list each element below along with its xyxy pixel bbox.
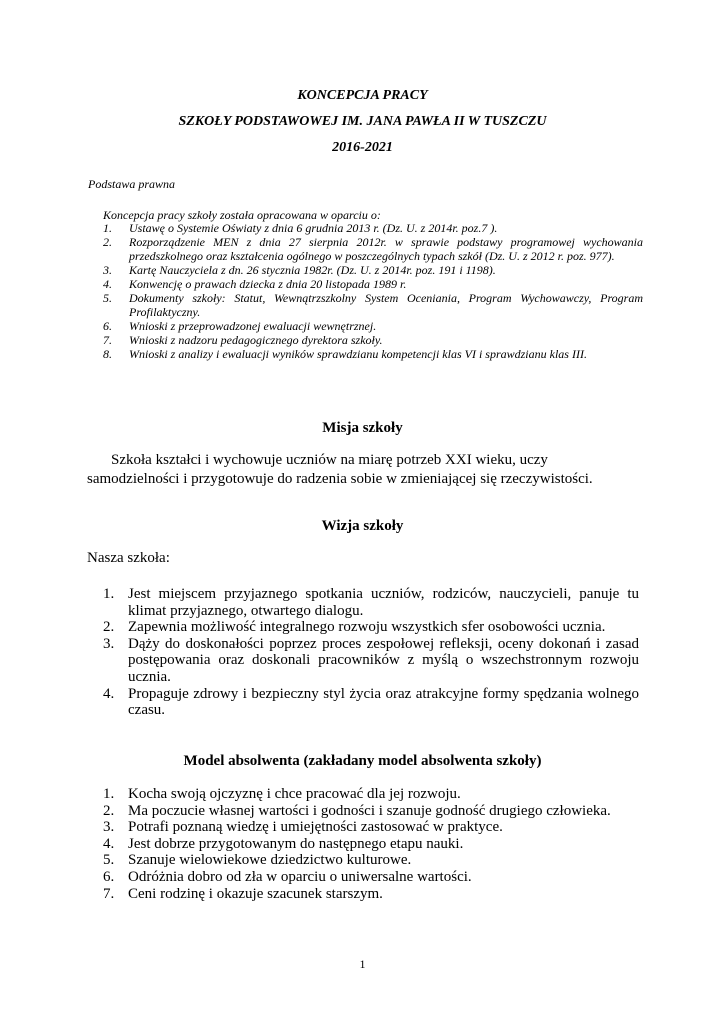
list-item [103, 636, 639, 686]
item-number: 6. [103, 319, 112, 333]
item-text: Dąży do doskonałości poprzez proces zespołowej refleksji, oceny dokonań i zasad postępowania oraz doskonali pracowników z myślą o wszechstronnym rozwoju ucznia. [128, 635, 639, 685]
list-item [103, 221, 643, 235]
item-text: Wnioski z analizy i ewaluacji wyników sprawdzianu kompetencji klas VI i sprawdzianu klas III. [129, 347, 587, 361]
item-text: Jest miejscem przyjaznego spotkania uczniów, rodziców, nauczycieli, panuje tu klimat przyjaznego, otwartego dialogu. [128, 586, 639, 619]
list-item [103, 686, 639, 719]
list-item [103, 333, 643, 347]
item-number: 2. [103, 802, 115, 819]
item-text: Propaguje zdrowy i bezpieczny styl życia oraz atrakcyjne formy spędzania wolnego czasu. [128, 685, 639, 719]
item-number: 7. [103, 885, 115, 902]
item-number: 3. [103, 635, 115, 652]
item-number: 1. [103, 221, 112, 235]
item-number: 4. [103, 685, 115, 702]
item-text: Rozporządzenie MEN z dnia 27 sierpnia 2012r. w sprawie podstawy programowej wychowania przedszkolnego oraz kształcenia ogólnego w poszczególnych typach szkół (Dz. U. z 2012 r. poz. 977). [129, 235, 643, 263]
item-number: 3. [103, 263, 112, 277]
document-title-line-2: SZKOŁY PODSTAWOWEJ IM. JANA PAWŁA II W TUSZCZU [178, 114, 547, 129]
list-item [103, 786, 639, 803]
item-number: 8. [103, 347, 112, 361]
legal-basis-list [103, 221, 643, 361]
item-number: 5. [103, 291, 112, 305]
item-number: 4. [103, 277, 112, 291]
list-item [103, 235, 643, 263]
legal-basis-intro: Koncepcja pracy szkoły została opracowana w oparciu o: [103, 208, 381, 222]
item-text: Zapewnia możliwość integralnego rozwoju wszystkich sfer osobowości ucznia. [128, 619, 606, 636]
list-item [103, 869, 639, 886]
list-item [103, 347, 643, 361]
item-number: 1. [103, 586, 115, 602]
graduate-model-heading: Model absolwenta (zakładany model absolwenta szkoły) [183, 753, 542, 769]
list-item [103, 836, 639, 853]
item-number: 2. [103, 619, 115, 636]
page-number: 1 [359, 957, 366, 971]
document-title-years: 2016-2021 [332, 140, 393, 155]
item-text: Ceni rodzinę i okazuje szacunek starszym. [128, 885, 383, 902]
item-text: Jest dobrze przygotowanym do następnego etapu nauki. [128, 835, 464, 852]
list-item [103, 619, 639, 636]
item-text: Konwencję o prawach dziecka z dnia 20 listopada 1989 r. [129, 277, 407, 291]
vision-intro: Nasza szkoła: [87, 550, 170, 566]
item-text: Odróżnia dobro od zła w oparciu o uniwersalne wartości. [128, 868, 472, 885]
item-text: Kartę Nauczyciela z dn. 26 stycznia 1982r. (Dz. U. z 2014r. poz. 191 i 1198). [129, 263, 496, 277]
item-number: 2. [103, 235, 112, 249]
list-item [103, 803, 639, 820]
item-number: 1. [103, 786, 115, 802]
item-number: 4. [103, 835, 115, 852]
mission-text: Szkoła kształci i wychowuje uczniów na miarę potrzeb XXI wieku, uczy samodzielności i przygotowuje do radzenia sobie w zmieniającej się rzeczywistości. [87, 452, 593, 487]
list-item [103, 291, 643, 319]
item-text: Potrafi poznaną wiedzę i umiejętności zastosować w praktyce. [128, 819, 503, 836]
mission-heading: Misja szkoły [322, 420, 403, 436]
item-number: 5. [103, 852, 115, 869]
item-text: Wnioski z nadzoru pedagogicznego dyrektora szkoły. [129, 333, 383, 347]
graduate-model-list [103, 786, 639, 902]
item-text: Ma poczucie własnej wartości i godności i szanuje godność drugiego człowieka. [128, 802, 611, 819]
vision-heading: Wizja szkoły [321, 518, 404, 534]
item-text: Ustawę o Systemie Oświaty z dnia 6 grudnia 2013 r. (Dz. U. z 2014r. poz.7 ). [129, 221, 498, 235]
list-item [103, 819, 639, 836]
item-number: 3. [103, 819, 115, 836]
list-item [103, 319, 643, 333]
vision-list [103, 586, 639, 719]
item-text: Szanuje wielowiekowe dziedzictwo kulturowe. [128, 852, 412, 869]
item-number: 6. [103, 868, 115, 885]
list-item [103, 586, 639, 619]
document-title-line-1: KONCEPCJA PRACY [297, 88, 428, 103]
item-number: 7. [103, 333, 112, 347]
list-item [103, 263, 643, 277]
legal-basis-heading: Podstawa prawna [88, 177, 176, 191]
list-item [103, 277, 643, 291]
item-text: Wnioski z przeprowadzonej ewaluacji wewnętrznej. [129, 319, 377, 333]
item-text: Dokumenty szkoły: Statut, Wewnątrzszkolny System Oceniania, Program Wychowawczy, Program Profilaktyczny. [129, 291, 643, 319]
mission-paragraph [87, 451, 642, 489]
list-item [103, 852, 639, 869]
list-item [103, 886, 639, 903]
item-text: Kocha swoją ojczyznę i chce pracować dla jej rozwoju. [128, 786, 461, 802]
